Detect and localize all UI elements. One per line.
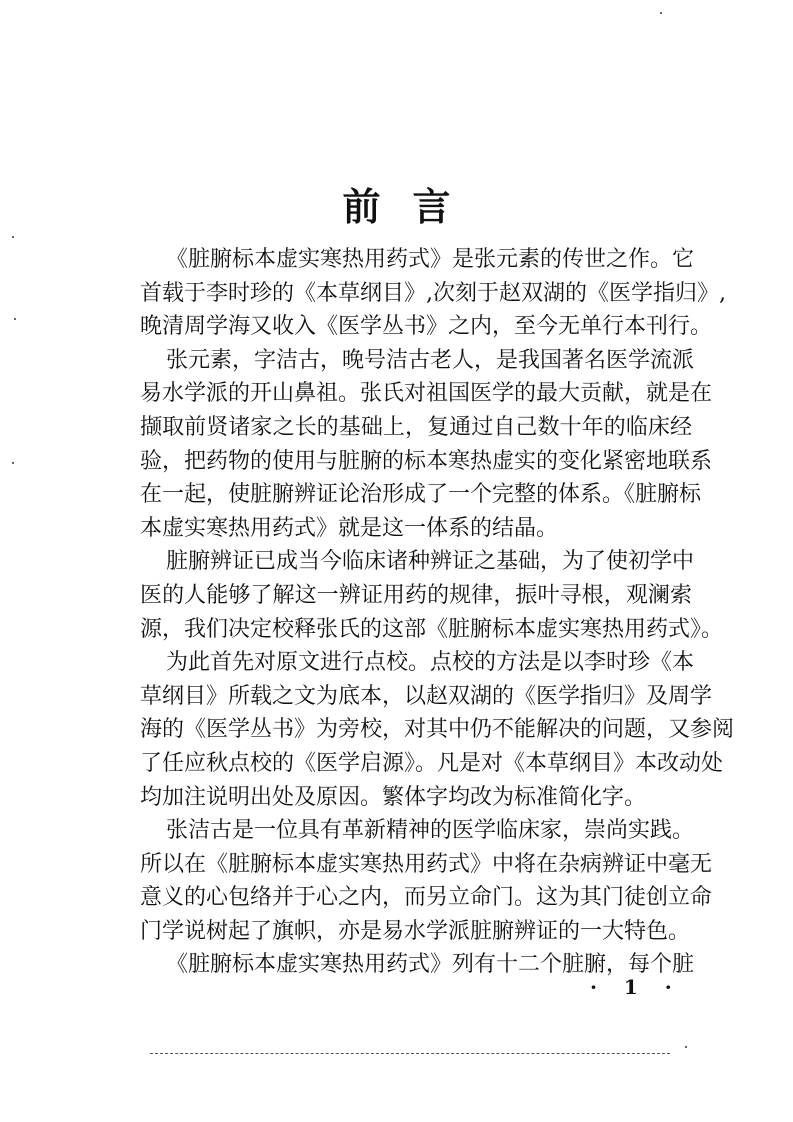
text-line: 在一起，使脏腑辨证论治形成了一个完整的体系。《脏腑标 — [140, 482, 702, 508]
text-line: 张元素，字洁古，晚号洁古老人，是我国著名医学流派 — [166, 347, 695, 373]
text-line: 草纲目》所载之文为底本，以赵双湖的《医学指归》及周学 — [140, 683, 713, 709]
scan-speck — [12, 462, 14, 464]
text-line: 易水学派的开山鼻祖。张氏对祖国医学的最大贡献，就是在 — [140, 381, 713, 407]
text-line: 本虚实寒热用药式》就是这一体系的结晶。 — [140, 515, 559, 541]
text-line: 撷取前贤诸家之长的基础上，复通过自己数十年的临床经 — [140, 414, 692, 440]
page-number: · 1 · — [590, 975, 682, 999]
text-line: 脏腑辨证已成当今临床诸种辨证之基础，为了使初学中 — [166, 549, 695, 575]
text-line: 《脏腑标本虚实寒热用药式》是张元素的传世之作。它 — [166, 247, 695, 272]
text-line: 《脏腑标本虚实寒热用药式》列有十二个脏腑，每个脏 — [166, 952, 695, 978]
scan-speck — [14, 318, 16, 320]
bottom-divider — [150, 1053, 670, 1054]
scan-speck — [660, 12, 662, 14]
text-line: 张洁古是一位具有革新精神的医学临床家，崇尚实践。 — [166, 818, 695, 844]
text-line: 为此首先对原文进行点校。点校的方法是以李时珍《本 — [166, 650, 695, 676]
page-title: 前言 — [342, 184, 483, 229]
text-line: 所以在《脏腑标本虚实寒热用药式》中将在杂病辨证中毫无 — [140, 851, 713, 877]
text-line: 意义的心包络并于心之内，而另立命门。这为其门徒创立命 — [140, 885, 713, 911]
text-line: 医的人能够了解这一辨证用药的规律，振叶寻根，观澜索 — [140, 582, 692, 608]
text-line: 了任应秋点校的《医学启源》。凡是对《本草纲目》本改动处 — [140, 750, 724, 776]
text-line: 海的《医学丛书》为旁校，对其中仍不能解决的问题，又参阅 — [140, 717, 735, 743]
text-line: 验，把药物的使用与脏腑的标本寒热虚实的变化紧密地联系 — [140, 448, 713, 474]
text-line: 首载于李时珍的《本草纲目》,次刻于赵双湖的《医学指归》, — [140, 280, 726, 306]
scan-speck — [685, 1046, 687, 1048]
text-line: 晚清周学海又收入《医学丛书》之内，至今无单行本刊行。 — [140, 314, 713, 340]
scan-speck — [12, 236, 14, 238]
text-line: 均加注说明出处及原因。繁体字均改为标准简化字。 — [140, 784, 647, 810]
text-line: 源，我们决定校释张氏的这部《脏腑标本虚实寒热用药式》。 — [140, 616, 724, 642]
text-line: 门学说树起了旗帜，亦是易水学派脏腑辨证的一大特色。 — [140, 918, 691, 944]
body-text — [140, 243, 735, 982]
